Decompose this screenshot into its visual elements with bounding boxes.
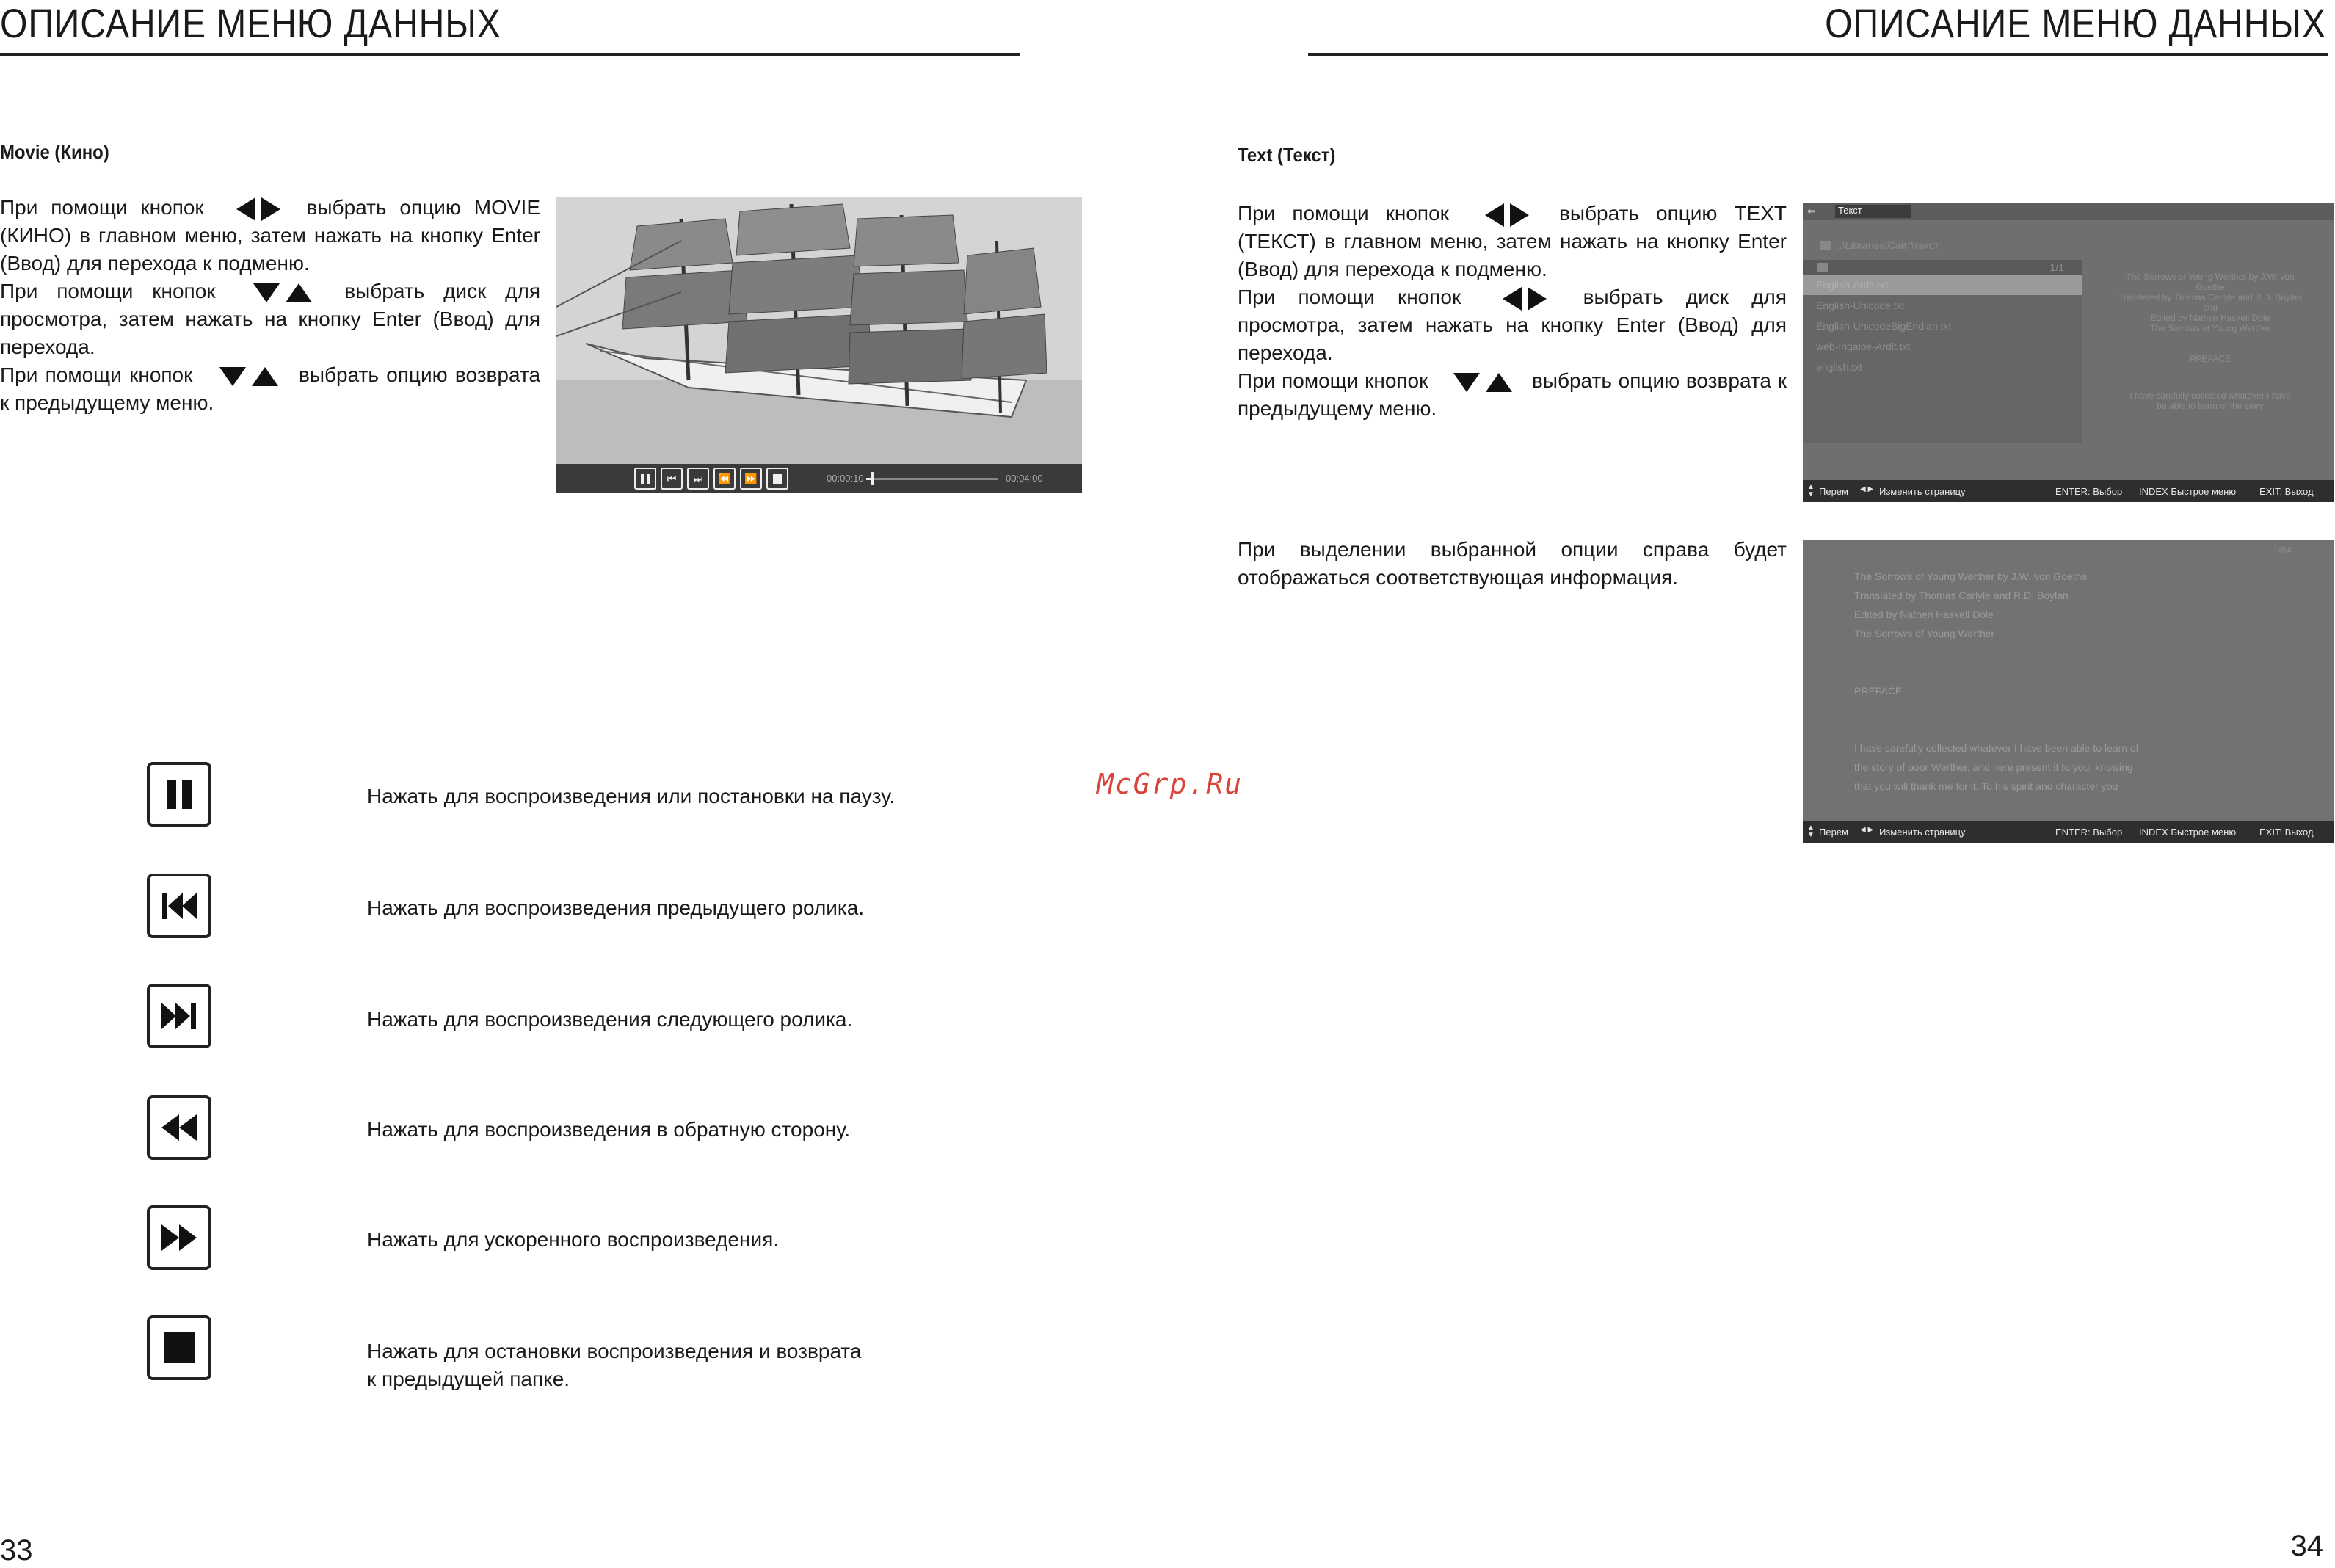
text-browser-title: Текст xyxy=(1835,205,1911,218)
right-header-rule xyxy=(1308,53,2328,56)
player-time-current: 00:00:10 xyxy=(827,473,864,484)
player-stop-button[interactable] xyxy=(766,468,788,490)
footer-move: Перем xyxy=(1819,486,1848,497)
rewind-control-desc: Нажать для воспроизведения в обратную сторону. xyxy=(367,1118,851,1141)
p2-prefix: При помощи кнопок xyxy=(1238,286,1461,308)
stop-icon xyxy=(164,1332,195,1363)
folder-path-row xyxy=(1820,239,1939,251)
reader-page-indicator: 1/84 xyxy=(2273,545,2292,556)
file-item[interactable]: English-Ardit.txt xyxy=(1803,275,2082,295)
reader-line: the story of poor Werther, and here present it to you, knowing xyxy=(1854,761,2133,773)
player-rewind-button[interactable]: ⏪ xyxy=(713,468,736,490)
file-list xyxy=(1803,260,2082,443)
arrow-down-icon xyxy=(1453,373,1480,392)
p3-prefix: При помощи кнопок xyxy=(0,363,193,386)
updown-icon: ▲ ▼ xyxy=(1807,483,1815,498)
arrow-up-icon xyxy=(286,283,312,302)
forward-control-desc: Нажать для ускоренного воспроизведения. xyxy=(367,1228,780,1251)
reader-line: The Sorrows of Young Werther xyxy=(1854,628,1995,639)
reader-line: PREFACE xyxy=(1854,685,1903,697)
preview-line: The Sorrows of Young Werther xyxy=(2150,323,2270,333)
p3-text: выбрать опцию возврата к предыдущему меню. xyxy=(1238,369,1787,420)
stop-desc-line1: Нажать для остановки воспроизведения и возврата xyxy=(367,1340,862,1362)
movie-instruction-2 xyxy=(0,277,540,361)
movie-player-screenshot xyxy=(556,197,1082,493)
player-prev-button[interactable]: ⏮ xyxy=(661,468,683,490)
reader-text-block xyxy=(1854,567,2295,796)
file-item[interactable]: English-Unicode.txt xyxy=(1816,300,1905,311)
pause-bar-icon xyxy=(641,474,644,484)
footer-enter: ENTER: Выбор xyxy=(2055,486,2123,497)
arrow-up-icon xyxy=(1486,373,1512,392)
leftright-icon: ◀ ▶ xyxy=(1860,485,1874,493)
preview-line: Translated by Thomas Carlyle and R.D. Boylan xyxy=(2118,292,2303,302)
left-header-rule xyxy=(0,53,1020,56)
page-indicator: 1/1 xyxy=(2049,261,2064,273)
text-instructions xyxy=(1238,200,1787,423)
next-control-box xyxy=(147,984,211,1048)
reader-line: I have carefully collected whatever I have been able to learn of xyxy=(1854,742,2139,754)
stop-square-icon xyxy=(773,474,782,484)
preview-line: The Sorrows of Young Werther by J.W. von xyxy=(2126,272,2295,282)
folder-path: ..\Libraries\Сайт\текст xyxy=(1837,239,1939,251)
forward-control-box xyxy=(147,1205,211,1270)
footer-enter: ENTER: Выбор xyxy=(2055,827,2123,838)
next-track-icon xyxy=(161,1001,197,1031)
text-browser-footer xyxy=(1803,480,2334,502)
pause-bar-icon xyxy=(647,474,650,484)
pause-icon xyxy=(167,780,192,809)
up-folder-icon[interactable] xyxy=(1817,263,1828,272)
p1-text: выбрать опцию TEXT (ТЕКСТ) в главном меню, затем нажать на кнопку Enter (Ввод) для перехода к подменю. xyxy=(1238,202,1787,280)
movie-section-title: Movie (Кино) xyxy=(0,141,109,163)
player-progress-track[interactable] xyxy=(866,478,998,480)
player-pause-button[interactable] xyxy=(634,468,656,490)
p1-prefix: При помощи кнопок xyxy=(1238,202,1449,225)
player-buttons xyxy=(634,468,788,490)
prev-control-box xyxy=(147,874,211,938)
file-item[interactable]: web-Ingaloe-Ardit.txt xyxy=(1816,341,1911,352)
player-time-total: 00:04:00 xyxy=(1006,473,1043,484)
footer-change-page: Изменить страницу xyxy=(1879,827,1966,838)
arrow-right-icon xyxy=(261,197,280,221)
rewind-control-box xyxy=(147,1095,211,1160)
folder-icon xyxy=(1820,241,1831,250)
p3-prefix: При помощи кнопок xyxy=(1238,369,1428,392)
left-page-number: 33 xyxy=(0,1534,33,1567)
sailing-ship-image xyxy=(556,197,1082,493)
arrow-left-icon xyxy=(1503,287,1522,311)
text-section-title: Text (Текст) xyxy=(1238,144,1336,166)
player-forward-button[interactable]: ⏩ xyxy=(740,468,762,490)
footer-change-page: Изменить страницу xyxy=(1879,486,1966,497)
text-instruction-2 xyxy=(1238,283,1787,367)
reader-line: Edited by Nathen Haskell Dole xyxy=(1854,609,1994,620)
preview-line: and xyxy=(2202,302,2218,313)
text-reader-screenshot xyxy=(1803,540,2334,843)
reader-line: The Sorrows of Young Werther by J.W. von Goethe xyxy=(1854,570,2088,582)
left-page-header: ОПИСАНИЕ МЕНЮ ДАННЫХ xyxy=(0,0,501,46)
file-list-header xyxy=(1803,260,2082,275)
file-item[interactable]: English-UnicodeBigEndian.txt xyxy=(1816,320,1952,332)
p1-text: выбрать опцию MOVIE (КИНО) в главном меню, затем нажать на кнопку Enter (Ввод) для перехода к подменю. xyxy=(0,196,540,275)
preview-line: Edited by Nathen Haskell Dole xyxy=(2150,313,2270,323)
text-browser-screenshot xyxy=(1803,203,2334,502)
preview-line: Goethe xyxy=(2196,282,2225,292)
prev-control-desc: Нажать для воспроизведения предыдущего ролика. xyxy=(367,896,865,919)
stop-control-desc xyxy=(367,1337,861,1393)
player-progress-fill xyxy=(866,478,871,480)
footer-index: INDEX Быстрое меню xyxy=(2139,486,2237,497)
right-page-header: ОПИСАНИЕ МЕНЮ ДАННЫХ xyxy=(1825,0,2326,46)
next-control-desc: Нажать для воспроизведения следующего ролика. xyxy=(367,1008,853,1031)
footer-exit: EXIT: Выход xyxy=(2259,486,2314,497)
arrow-right-icon xyxy=(1528,287,1547,311)
text-reader-footer xyxy=(1803,821,2334,843)
watermark: McGrp.Ru xyxy=(1097,768,1243,800)
reader-line: Translated by Thomas Carlyle and R.D. Boylan xyxy=(1854,589,2069,601)
leftright-icon: ◀ ▶ xyxy=(1860,826,1874,834)
arrow-left-icon xyxy=(1485,203,1504,227)
p1-prefix: При помощи кнопок xyxy=(0,196,204,219)
p2-text: выбрать диск для просмотра, затем нажать на кнопку Enter (Ввод) для перехода. xyxy=(1238,286,1787,364)
footer-move: Перем xyxy=(1819,827,1848,838)
footer-index: INDEX Быстрое меню xyxy=(2139,827,2237,838)
right-page-number: 34 xyxy=(2290,1530,2323,1562)
preview-line: I have carefully collected whatever I have xyxy=(2129,391,2291,401)
prev-track-icon xyxy=(161,891,197,921)
arrow-down-icon xyxy=(253,283,280,302)
preview-line: be able to learn of the story xyxy=(2157,401,2264,411)
text-browser-titlebar xyxy=(1803,203,2334,220)
player-next-button[interactable]: ⏭ xyxy=(687,468,709,490)
file-item[interactable]: english.txt xyxy=(1816,361,1863,373)
back-icon[interactable]: ⇐ xyxy=(1807,206,1815,217)
stop-control-box xyxy=(147,1315,211,1380)
player-control-bar xyxy=(556,464,1082,493)
fast-forward-icon xyxy=(160,1223,198,1252)
player-progress-thumb[interactable] xyxy=(871,472,874,485)
stop-desc-line2: к предыдущей папке. xyxy=(367,1368,570,1390)
text-instruction-1 xyxy=(1238,200,1787,283)
movie-instructions xyxy=(0,194,540,417)
movie-instruction-1 xyxy=(0,194,540,277)
preview-line: PREFACE xyxy=(2189,354,2231,364)
file-preview-panel xyxy=(2086,260,2334,443)
rewind-icon xyxy=(160,1113,198,1142)
updown-icon: ▲ ▼ xyxy=(1807,824,1815,839)
text-highlight-note: При выделении выбранной опции справа будет отображаться соответствующая информация. xyxy=(1238,538,1787,589)
reader-line: that you will thank me for it. To his spirit and character you xyxy=(1854,780,2118,792)
p2-prefix: При помощи кнопок xyxy=(0,280,216,302)
pause-control-box xyxy=(147,762,211,827)
arrow-up-icon xyxy=(252,367,278,386)
p3-text: выбрать опцию возврата к предыдущему меню. xyxy=(0,363,541,414)
pause-control-desc: Нажать для воспроизведения или постановки на паузу. xyxy=(367,785,896,807)
text-instruction-3 xyxy=(1238,367,1787,423)
footer-exit: EXIT: Выход xyxy=(2259,827,2314,838)
arrow-right-icon xyxy=(1510,203,1529,227)
arrow-down-icon xyxy=(219,367,246,386)
arrow-left-icon xyxy=(236,197,255,221)
p2-text: выбрать диск для просмотра, затем нажать на кнопку Enter (Ввод) для перехода. xyxy=(0,280,541,358)
movie-instruction-3 xyxy=(0,361,540,417)
